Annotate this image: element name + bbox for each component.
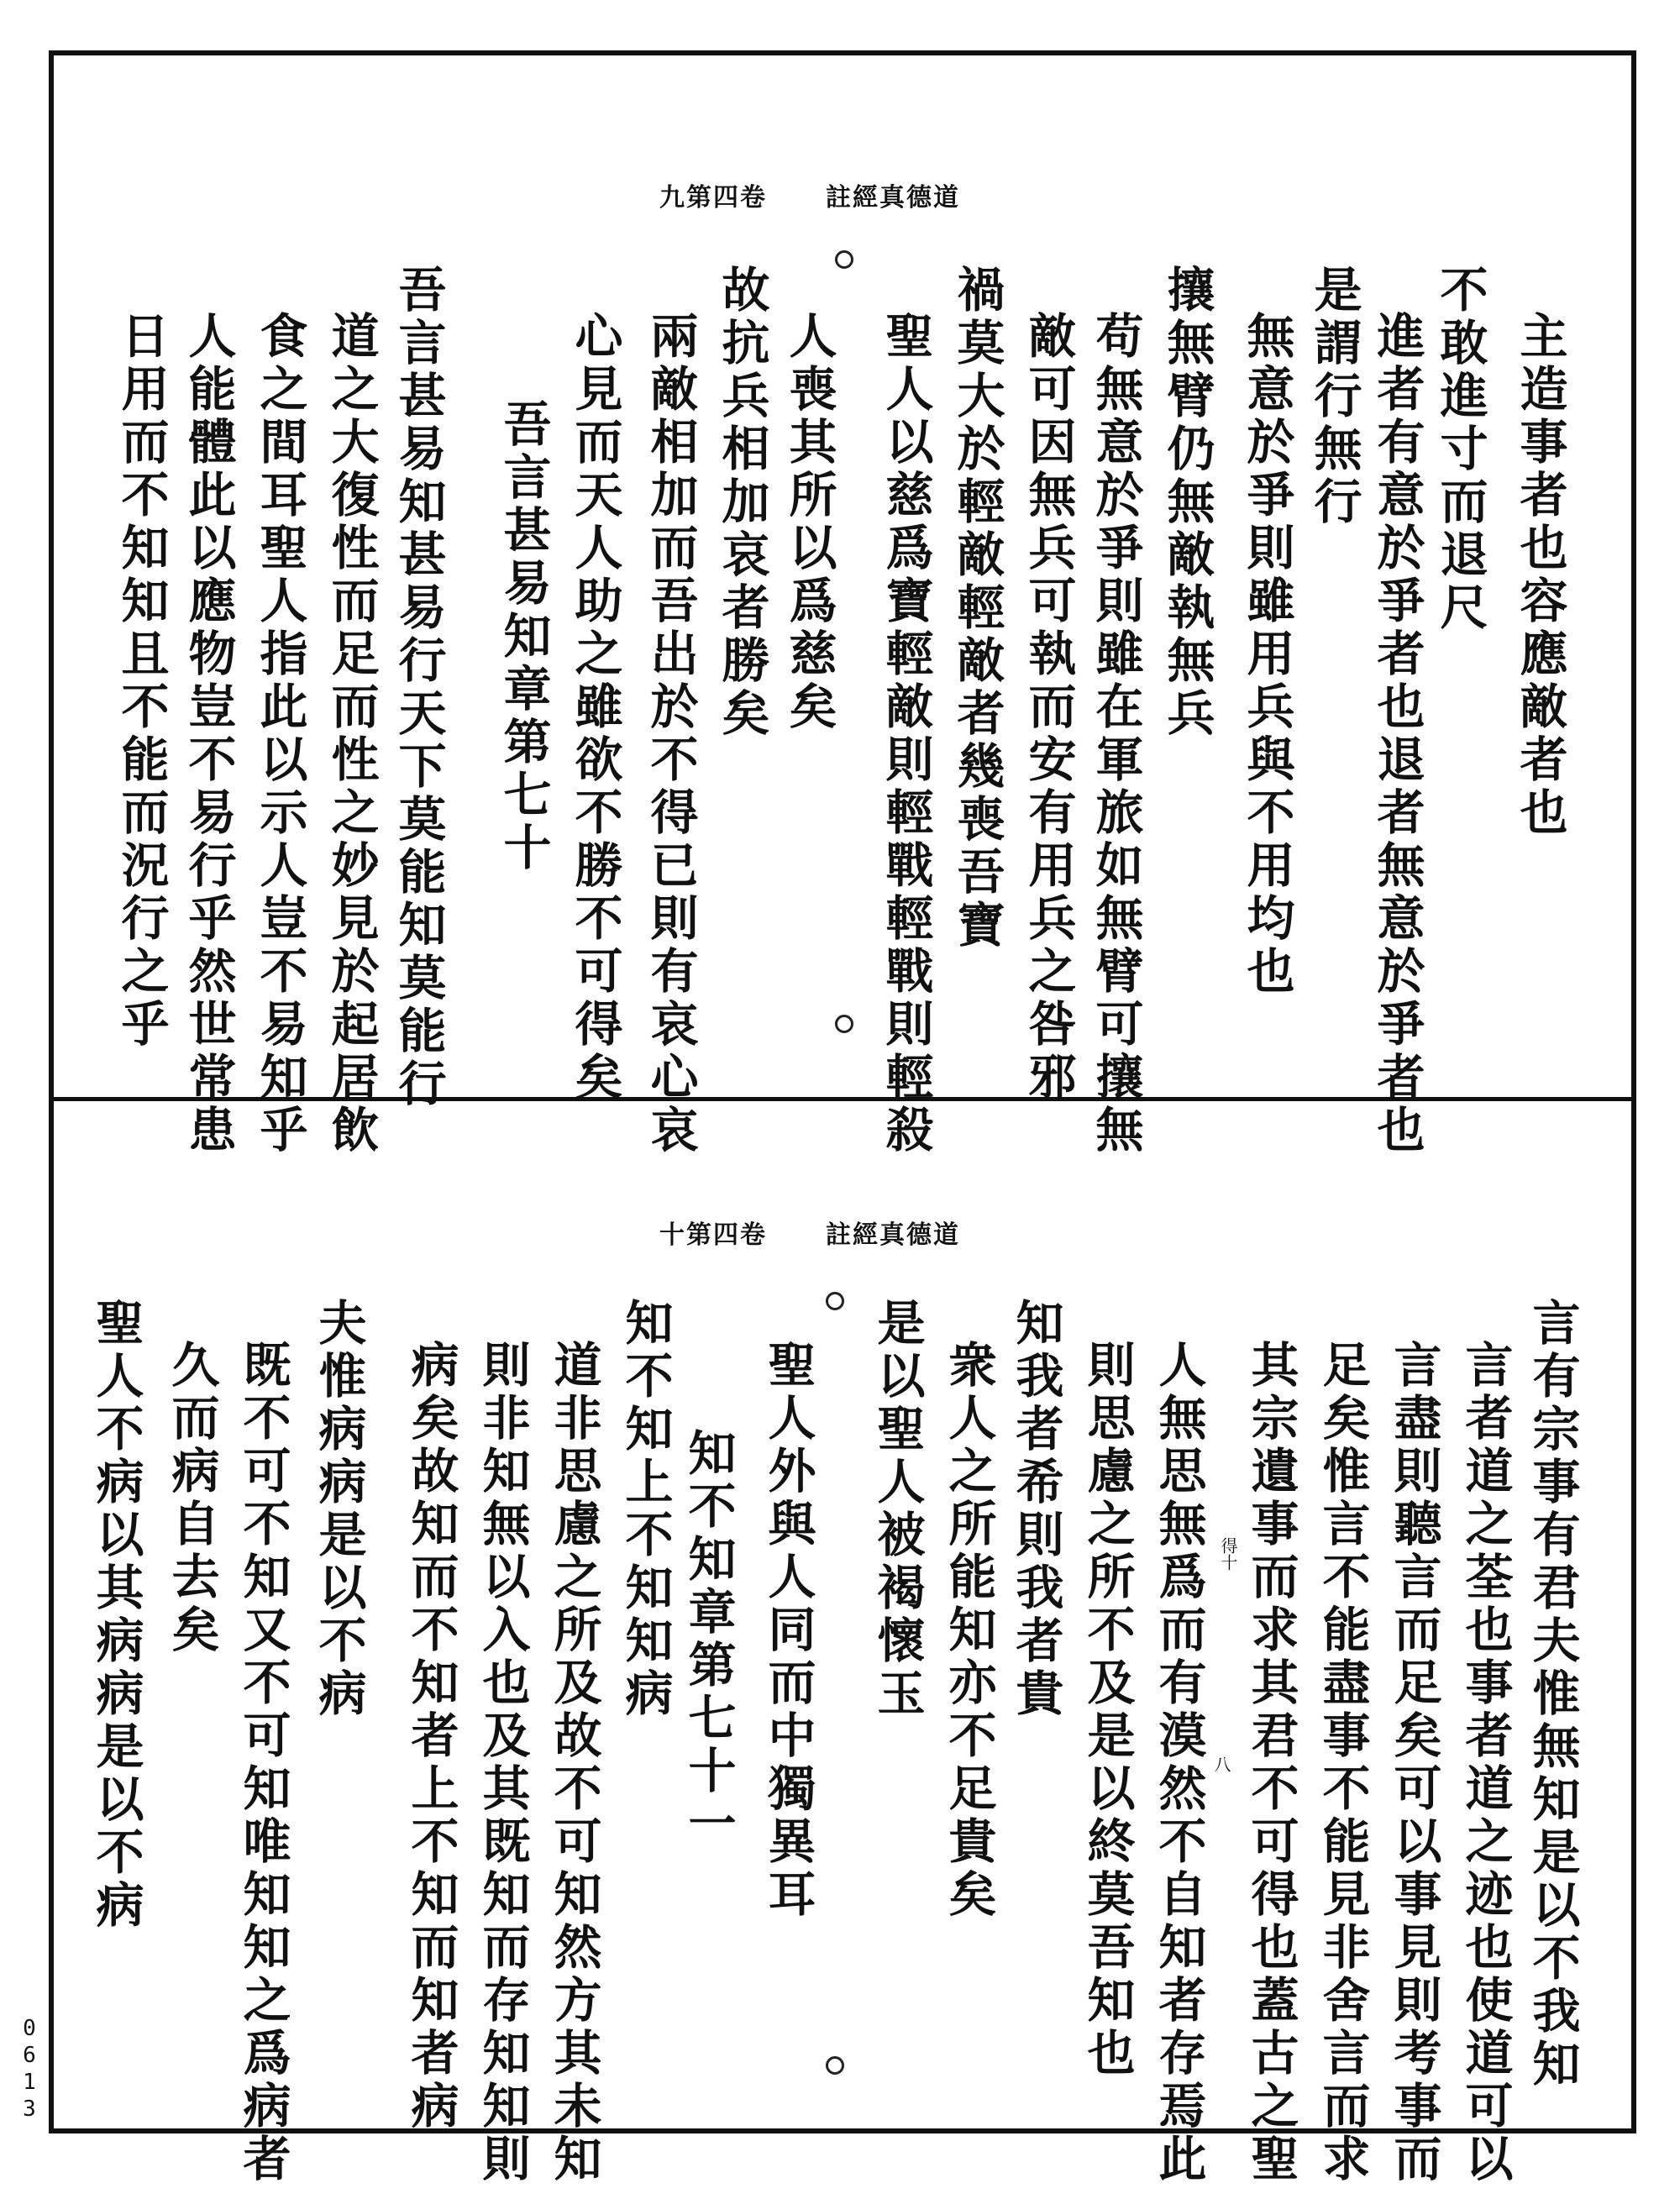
chapter-heading: 吾言甚易知章第七十 — [496, 399, 552, 875]
text-column: 人能體此以應物豈不易行乎然世常患 — [181, 311, 237, 1157]
text-column: 言盡則聽言而足矣可以事見則考事而 — [1386, 1340, 1442, 2186]
binding-hole — [835, 1015, 853, 1033]
text-column: 兩敵相加而吾出於不得已則有哀心哀 — [643, 311, 699, 1157]
text-column: 敵可因無兵可執而安有用兵之咎邪 — [1021, 311, 1077, 1105]
text-column: 道之大復性而足而性之妙見於起居飲 — [323, 311, 380, 1157]
text-column: 既不可不知又不可知唯知知之爲病者 — [235, 1340, 291, 2186]
text-column: 心見而天人助之雖欲不勝不可得矣 — [567, 311, 623, 1105]
text-column: 則思慮之所不及是以終莫吾知也 — [1079, 1340, 1136, 2081]
margin-mark: 八 — [1211, 1756, 1231, 1772]
top-header-title: 道德真經註 — [826, 183, 960, 213]
text-column: 故抗兵相加哀者勝矣 — [714, 265, 770, 741]
binding-hole — [826, 1292, 844, 1310]
text-column: 人無思無爲而有漠然不自知者存焉此 — [1151, 1340, 1207, 2186]
chapter-heading: 知不知章第七十一 — [680, 1428, 737, 1851]
binding-hole — [835, 250, 853, 269]
text-column: 無意於爭則雖用兵與不用均也 — [1239, 311, 1295, 999]
text-column: 聖人不病以其病病是以不病 — [88, 1298, 144, 1933]
text-column: 衆人之所能知亦不足貴矣 — [941, 1340, 997, 1922]
text-column: 足矣惟言不能盡事不能見非舍言而求 — [1315, 1340, 1371, 2186]
text-column: 主造事者也容應敵者也 — [1512, 311, 1568, 840]
binding-hole — [826, 2056, 844, 2075]
text-column: 其宗遺事而求其君不可得也蓋古之聖 — [1243, 1340, 1299, 2186]
text-column: 是謂行無行 — [1306, 265, 1362, 529]
text-column: 言者道之荃也事者道之迹也使道可以 — [1457, 1340, 1514, 2186]
text-column: 則非知無以入也及其既知而存知知則 — [475, 1340, 531, 2186]
text-column: 夫惟病病是以不病 — [311, 1298, 367, 1721]
text-column: 禍莫大於輕敵輕敵者幾喪吾寶 — [949, 265, 1005, 953]
text-column: 聖人以慈爲寶輕敵則輕戰輕戰則輕殺 — [878, 311, 934, 1157]
text-column: 人喪其所以爲慈矣 — [781, 311, 837, 734]
text-column: 聖人外與人同而中獨異耳 — [760, 1340, 816, 1922]
top-running-header — [659, 176, 960, 213]
text-column: 進者有意於爭者也退者無意於爭者也 — [1369, 311, 1425, 1157]
text-column: 言有宗事有君夫惟無知是以不我知 — [1525, 1298, 1581, 2091]
text-column: 是以聖人被褐懷玉 — [869, 1298, 926, 1721]
text-column: 日用而不知知且不能而況行之乎 — [113, 311, 170, 1052]
text-column: 久而病自去矣 — [164, 1340, 220, 1657]
text-column: 吾言甚易知甚易行天下莫能知莫能行 — [391, 265, 447, 1111]
text-column: 病矣故知而不知者上不知而知者病 — [403, 1340, 459, 2133]
text-column: 食之間耳聖人指此以示人豈不易知乎 — [252, 311, 308, 1157]
text-column: 道非思慮之所及故不可知然方其未知 — [546, 1340, 602, 2186]
top-header-volume: 卷四第九 — [659, 183, 767, 213]
bottom-header-title: 道德真經註 — [826, 1220, 960, 1250]
text-column: 知不知上不知知病 — [617, 1298, 674, 1721]
bottom-running-header — [659, 1214, 960, 1251]
page-number: 0613 — [17, 2016, 42, 2123]
bottom-header-volume: 卷四第十 — [659, 1220, 767, 1250]
text-column: 苟無意於爭則雖在軍旅如無臂可攘無 — [1088, 311, 1144, 1157]
text-column: 攘無臂仍無敵執無兵 — [1159, 265, 1215, 741]
text-column: 知我者希則我者貴 — [1008, 1298, 1064, 1721]
text-column: 不敢進寸而退尺 — [1432, 265, 1488, 635]
margin-note: 得十 — [1218, 1537, 1238, 1571]
